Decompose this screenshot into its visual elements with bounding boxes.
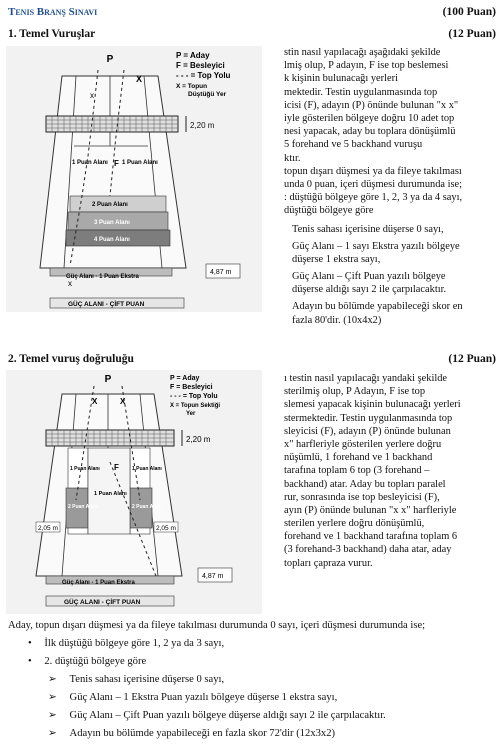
svg-text:F: F (114, 159, 119, 168)
section2-title: 2. Temel vuruş doğruluğu (8, 353, 134, 365)
svg-text:1 Puan Alanı: 1 Puan Alanı (94, 491, 127, 497)
section1-points: (12 Puan) (448, 28, 496, 40)
section1-paragraph: stin nasıl yapılacağı aşağıdaki şekilde lmiş olup, P adayın, F ise top beslemesi k kişinin bulunacağı yerleri mektedir. Testin uygulanmasında top icisi (F), adayın (P) önünde bulunan "x x" iyle gösterilen bölgeye doğru 10 adet top nesi yapacak, aday bu toplara dönüşümlü 5 forehand ve 5 backhand vuruşu ktır. topun dışarı düşmesi ya da fileye takılması unda 0 puan, içeri düşmesi durumunda ise; : düştüğü bölgeye göre 1, 2, 3 ya da 4 sayı, düştüğü bölgeye göre (284, 47, 463, 217)
bullet-icon: • (28, 656, 32, 667)
list-item: Adayın bu bölümde yapabileceği skor en (292, 301, 463, 313)
svg-text:P: P (106, 54, 114, 65)
list-item: Güç Alanı – 1 sayı Ekstra yazılı bölgeye (292, 241, 460, 252)
section1-list: Tenis sahası içerisine düşerse 0 sayı, Güç Alanı – 1 sayı Ekstra yazılı bölgeye düşerse 1 ekstra sayı, Güç Alanı – Çift Puan yazılı bölgeye düşerse aldığı sayı 2 ile çarpılacaktır. Adayın bu bölümde yapabileceği skor en fazla 80'dir. (10x4x2) (292, 223, 496, 327)
svg-text:- - - = Top Yolu: - - - = Top Yolu (176, 71, 231, 80)
svg-text:Düştüğü Yer: Düştüğü Yer (188, 91, 227, 98)
svg-text:F = Besleyici: F = Besleyici (170, 384, 213, 391)
svg-text:X = Topun Sektiği: X = Topun Sektiği (170, 403, 221, 409)
page-header (8, 6, 496, 22)
arrow-bullet-icon: ➢ (48, 710, 57, 721)
svg-text:2,05 m: 2,05 m (38, 525, 58, 532)
list-item: Tenis sahası içerisine düşerse 0 sayı, (292, 224, 444, 235)
svg-text:P = Aday: P = Aday (170, 375, 200, 382)
svg-text:F: F (114, 463, 119, 472)
svg-text:X = Topun: X = Topun (176, 83, 208, 90)
svg-text:X: X (120, 397, 126, 406)
svg-text:P: P (104, 374, 112, 385)
svg-text:4 Puan Alanı: 4 Puan Alanı (94, 237, 130, 243)
sub-list-item: ➢ Adayın bu bölümde yapabileceği en fazla skor 72'dir (12x3x2) (48, 728, 336, 739)
sub-list-item: ➢ Tenis sahası içerisine düşerse 0 sayı, (48, 674, 225, 685)
svg-text:Güç Alanı - 1 Puan Ekstra: Güç Alanı - 1 Puan Ekstra (66, 274, 139, 280)
svg-text:GÜÇ ALANI - ÇİFT PUAN: GÜÇ ALANI - ÇİFT PUAN (64, 599, 141, 606)
svg-text:Güç Alanı - 1 Puan Ekstra: Güç Alanı - 1 Puan Ekstra (62, 580, 135, 586)
arrow-bullet-icon: ➢ (48, 674, 57, 685)
bullet-icon: • (28, 638, 32, 649)
net-height-label: 2,20 m (190, 121, 215, 130)
sub-list-item: ➢ Güç Alanı – 1 Ekstra Puan yazılı bölgeye düşerse 1 ekstra sayı, (48, 692, 338, 703)
section2-paragraph: ı testin nasıl yapılacağı yandaki şekilde sterilmiş olup, P Adayın, F ise top slemesi yapacak kişinin bulunacağı yerleri stermektedir. Testin uygulanmasında top sleyicisi (F), adayın (P) önünde bulunan x" harfleriyle gösterilen yerlere doğru nüşümlü, 1 forehand ve 1 backhand tarafına toplam 6 top (3 forehand – backhand) atar. Aday bu topları paralel rur, sonrasında ise top besleyicisi (F), ayın (P) önünde bulunan "x x" harfleriyle sterilen yerlere doğru dönüşümlü, forehand ve 1 backhand tarafına toplam 6 (3 forehand-3 backhand) daha atar, aday topları çapraza vurur. (284, 373, 461, 569)
svg-text:2 Puan Alanı: 2 Puan Alanı (68, 504, 98, 510)
svg-text:P = Aday: P = Aday (176, 51, 210, 60)
svg-text:x: x (68, 279, 72, 288)
svg-text:X: X (136, 74, 143, 84)
svg-text:X: X (92, 397, 98, 406)
svg-text:x: x (90, 91, 94, 100)
total-points: (100 Puan) (442, 6, 496, 18)
svg-text:4,87 m: 4,87 m (210, 269, 232, 276)
svg-text:2 Puan Alanı: 2 Puan Alanı (92, 202, 128, 208)
sub-list-item: ➢ Güç Alanı – Çift Puan yazılı bölgeye düşerse aldığı sayı 2 ile çarpılacaktır. (48, 710, 386, 721)
court-diagram-1 (6, 46, 262, 312)
svg-text:GÜÇ ALANI - ÇİFT PUAN: GÜÇ ALANI - ÇİFT PUAN (68, 301, 145, 308)
svg-text:1 Puan Alanı: 1 Puan Alanı (132, 466, 162, 472)
court-diagram-2 (6, 370, 262, 614)
arrow-bullet-icon: ➢ (48, 728, 57, 739)
bottom-intro: Aday, topun dışarı düşmesi ya da fileye takılması durumunda 0 sayı, içeri düşmesi durumunda ise; (8, 620, 426, 631)
arrow-bullet-icon: ➢ (48, 692, 57, 703)
page-title: Tenis Branş Sınavı (8, 6, 98, 18)
svg-text:1 Puan Alanı: 1 Puan Alanı (70, 466, 100, 472)
list-item: • 2. düştüğü bölgeye göre (28, 656, 147, 667)
svg-text:2,20 m: 2,20 m (186, 435, 211, 444)
bullet-list (28, 636, 498, 744)
svg-text:3 Puan Alanı: 3 Puan Alanı (94, 220, 130, 226)
svg-text:4,87 m: 4,87 m (202, 573, 224, 580)
list-item: • İlk düştüğü bölgeye göre 1, 2 ya da 3 sayı, (28, 638, 225, 649)
svg-text:Yer: Yer (186, 411, 196, 417)
svg-text:- - - = Top Yolu: - - - = Top Yolu (170, 393, 218, 400)
svg-text:F = Besleyici: F = Besleyici (176, 61, 225, 70)
svg-text:2 Puan Alanı: 2 Puan Alanı (132, 504, 162, 510)
svg-text:1 Puan Alanı: 1 Puan Alanı (122, 160, 158, 166)
section2-points: (12 Puan) (448, 353, 496, 365)
svg-text:1 Puan Alanı: 1 Puan Alanı (72, 160, 108, 166)
list-item: Güç Alanı – Çift Puan yazılı bölgeye (292, 271, 446, 283)
section1-title: 1. Temel Vuruşlar (8, 28, 96, 40)
svg-text:2,05 m: 2,05 m (156, 525, 176, 532)
